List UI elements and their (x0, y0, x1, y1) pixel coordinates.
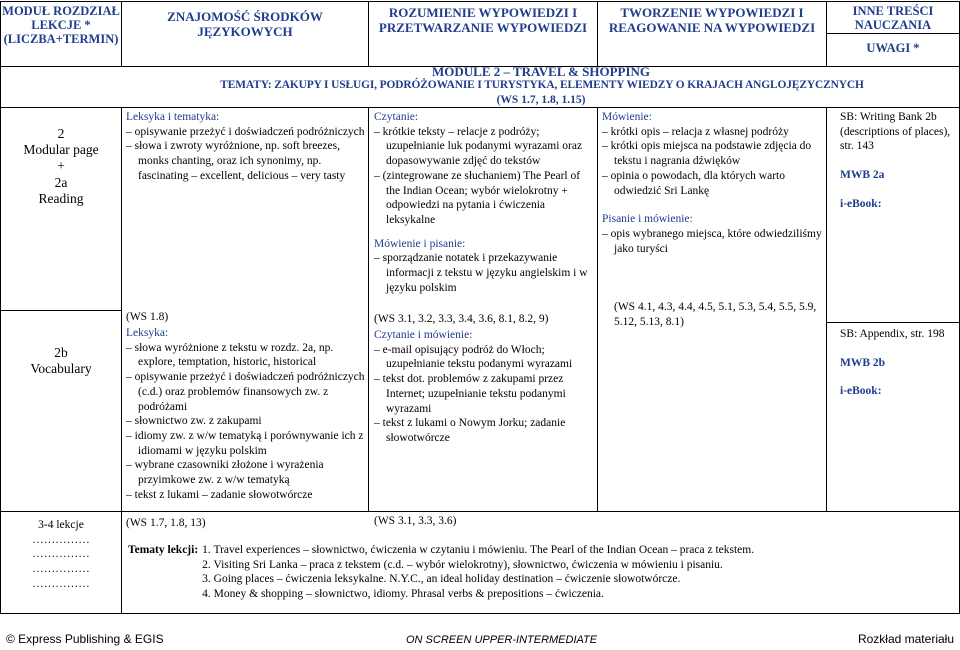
footer-copyright: © Express Publishing & EGIS (6, 632, 164, 646)
lesson-topics (128, 543, 958, 602)
lesson-topic-4: 4. Money & shopping – słownictwo, idiomy. Phrasal verbs & prepositions – ćwiczenia. (202, 588, 604, 601)
module-topics: TEMATY: ZAKUPY I USŁUGI, PODRÓŻOWANIE I TURYSTYKA, ELEMENTY WIEDZY O KRAJACH ANGLOJĘZYCZNYCH (220, 79, 864, 91)
col-sep-2-head (368, 1, 369, 67)
col-sep-3 (597, 107, 598, 511)
col-sep-3-head (597, 1, 598, 67)
header-uwagi: UWAGI * (866, 41, 920, 55)
border-top (0, 1, 960, 2)
row-2a-reading-ws: (WS 3.1, 3.2, 3.3, 3.4, 3.6, 8.1, 8.2, 9) (374, 313, 549, 325)
col-sep-1 (121, 107, 122, 613)
table-bottom-line (0, 613, 960, 614)
module-title: MODULE 2 – TRAVEL & SHOPPING (431, 64, 651, 79)
row-2b-reading-ws: (WS 3.1, 3.3, 3.6) (374, 515, 457, 527)
header-production: TWORZENIE WYPOWIEDZI I REAGOWANIE NA WYPOWIEDZI (608, 5, 816, 35)
header-module: MODUŁ ROZDZIAŁ LEKCJE * (LICZBA+TERMIN) (2, 4, 120, 46)
header-other-content: INNE TREŚCI NAUCZANIA (852, 4, 934, 32)
lesson-topic-1: 1. Travel experiences – słownictwo, ćwiczenia w czytaniu i mówieniu. The Pearl of the Indian Ocean – praca z tekstem. (202, 544, 755, 556)
row-2a-lexis: Leksyka i tematyka: – opisywanie przeżyć i doświadczeń podróżniczych – słowa i zwroty wyróżnione, np. soft breezes, monks chanting, oraz ich synonimy, np. fascinating – excellent, delicious – very tasty (126, 110, 366, 184)
lesson-topics-head: Tematy lekcji: (128, 544, 199, 556)
lesson-topic-3: 3. Going places – ćwiczenia leksykalne. N.Y.C., an ideal holiday destination – ćwiczenie słowotwórcze. (202, 573, 681, 586)
border-left (0, 1, 1, 614)
row-2a-speaking-ws: (WS 4.1, 4.3, 4.4, 4.5, 5.1, 5.3, 5.4, 5.5, 5.9, 5.12, 5.13, 8.1) (614, 301, 817, 328)
footer-book-title: ON SCREEN UPPER-INTERMEDIATE (406, 634, 598, 646)
header-language-means: ZNAJOMOŚĆ ŚRODKÓW JĘZYKOWYCH (167, 9, 323, 39)
module-topics-ws: (WS 1.7, 1.8, 1.15) (496, 94, 586, 106)
rows-bottom-line (0, 511, 960, 512)
row-divider-right (826, 322, 960, 323)
row-2a-label: 2 Modular page + 2a Reading (23, 126, 99, 206)
row-c-lessons: 3-4 lekcje …………… …………… …………… …………… (32, 519, 90, 590)
lesson-topic-2: 2. Visiting Sri Lanka – praca z tekstem (c.d. – wybór wielokrotny), słownictwo, ćwiczenia w mówieniu i pisaniu. (202, 558, 723, 571)
col-sep-1-head (121, 1, 122, 67)
row-2a-speaking: Mówienie: – krótki opis – relacja z własnej podróży – krótki opis miejsca na podstawie zdjęcia do tekstu i nagrania dźwięków – opinia o powodach, dla których warto odwiedzić Sri Lankę Pisanie i mówienie: – opis wybranego miejsca, które odwiedziliśmy jako turyści (602, 110, 824, 256)
header-reception: ROZUMIENIE WYPOWIEDZI I PRZETWARZANIE WYPOWIEDZI (378, 5, 588, 35)
row-2a-lexis-ws: (WS 1.8) (126, 311, 169, 323)
row-2b-lexis: Leksyka: – słowa wyróżnione z tekstu w rozdz. 2a, np. explore, temptation, historic, historical – opisywanie przeżyć i doświadczeń podróżniczych (c.d.) oraz problemów finansowych zw. z podróżami – słownictwo zw. z zakupami – idiomy zw. z w/w tematyką i porównywanie ich z idiomami w języku polskim – wybrane czasowniki złożone i wyrażenia przyimkowe zw. z w/w tematyką – tekst z lukami – zadanie słowotwórcze (126, 326, 366, 503)
row-2b-reading-speaking: Czytanie i mówienie: – e-mail opisujący podróż do Włoch; uzupełnianie tekstu podanymi wyrazami – tekst dot. problemów z zakupami przez Internet; uzupełnianie tekstu podanymi wyrazami – tekst z lukami o Nowym Jorku; zadanie słowotwórcze (374, 328, 594, 446)
row-2b-other: SB: Appendix, str. 198 MWB 2b i-eBook: (840, 328, 945, 398)
row-divider-left (0, 310, 121, 311)
row-2b-lexis-ws: (WS 1.7, 1.8, 13) (126, 517, 206, 529)
uwagi-top-line (826, 33, 960, 34)
row-2a-reading: Czytanie: – krótkie teksty – relacje z podróży; uzupełnianie luk podanymi wyrazami oraz dopasowywanie zdjęć do tekstów – (zintegrowane ze słuchaniem) The Pearl of the Indian Ocean; wybór wielokrotny + odpowiedzi na pytania i ćwiczenia leksykalne Mówienie i pisanie: – sporządzanie notatek i przekazywanie informacji z tekstu w języku angielskim i w języku polskim (374, 110, 594, 296)
col-sep-4-head (826, 1, 827, 67)
row-2a-other: SB: Writing Bank 2b (descriptions of places), str. 143 MWB 2a i-eBook: (840, 111, 951, 210)
col-sep-4 (826, 107, 827, 511)
footer-doc-name: Rozkład materiału (857, 632, 954, 646)
col-sep-2 (368, 107, 369, 511)
row-2b-label: 2b Vocabulary (30, 345, 92, 377)
